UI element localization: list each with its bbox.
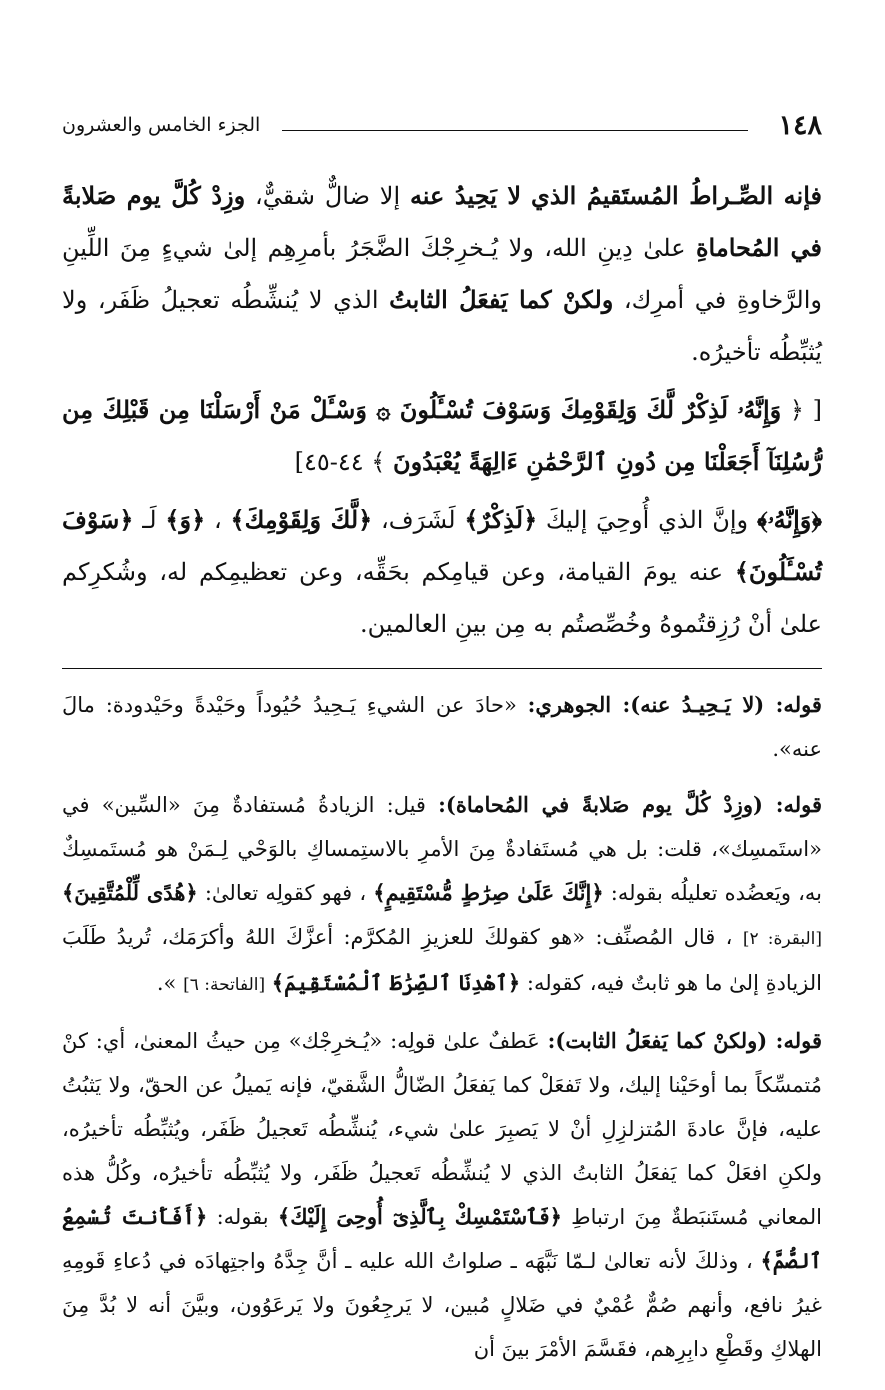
quran-quote: ﴿إِنَّكَ عَلَىٰ صِرَٰطٍ مُّسْتَقِيمٍ﴾ [373, 880, 604, 905]
quran-quote: ﴿لَذِكْرٌ﴾ [464, 505, 538, 534]
note-text: قيل: الزيادةُ مُستفادةٌ مِنَ «السِّين» في «استَمسِك»، قلت: بل هي مُستَفادةٌ مِنَ الأمرِ بالاستِمساكِ بالوَحْي لِـمَنْ هو مُستَمسِكٌ به، ويَعضُده تعليلُه بقوله: [62, 793, 822, 905]
note-label: قوله: (لا يَـحِيـدُ عنه): الجوهري: [527, 692, 822, 717]
main-bold-phrase: فإنه الصِّـراطُ المُستَقيمُ الذي [530, 181, 823, 210]
main-bold-phrase: لا يَحِيدُ عنه [409, 181, 522, 210]
commentary-notes [62, 683, 822, 1371]
main-text-run: لَشَرَف، [372, 506, 456, 534]
main-text-run: علىٰ دِينِ الله، ولا يُـخرِجْكَ الضَّجَرُ بأمرِهِم إلىٰ شيءٍ مِنَ اللِّينِ والرَّخاوةِ في أمرِك، [62, 234, 822, 314]
quran-verse-text: وَإِنَّهُۥ لَذِكْرٌ لَّكَ وَلِقَوْمِكَ وَسَوْفَ تُسْـَٔلُونَ ۞ وَسْـَٔلْ مَنْ أَرْسَلْنَا مِن قَبْلِكَ مِن رُّسُلِنَآ أَجَعَلْنَا مِن دُونِ ٱلرَّحْمَٰنِ ءَالِهَةً يُعْبَدُونَ [62, 395, 822, 476]
note-text: ، قال المُصنِّف: «هو كقولكَ للعزيزِ المُكرَّم: أعزَّكَ اللهُ وأكرَمَك، تُريدُ طَلَبَ الزيادةِ إلىٰ ما هو ثابتٌ فيه، كقوله: [62, 925, 822, 995]
header-rule [282, 130, 748, 131]
note-text: ». [156, 971, 177, 995]
main-text-run: وإنَّ الذي أُوحِيَ إليكَ [537, 506, 749, 534]
main-paragraph-1 [62, 170, 822, 378]
note-label: قوله: (وزِدْ كُلَّ يوم صَلابةً في المُحاماة): [438, 792, 822, 817]
verse-reference: [البقرة: ٢] [742, 929, 822, 949]
verse-reference: [الفاتحة: ٦] [183, 975, 266, 995]
note-text: عَطفٌ علىٰ قولِه: «يُـخرِجْك» مِن حيثُ المعنىٰ، أي: كنْ مُتمسِّكاً بما أوحَيْنا إليك، ولا تَفعَلْ كما يَفعَلُ الضّالُّ الشَّقيّ، فإنه يَميلُ عن الحقّ، ولا يَثبُتُ عليه، فإنَّ عادةَ المُتزلزِلِ أنْ لا يَصبِرَ علىٰ شيء، يُنشِّطُه تَعجيلُ ظَفَر، ويُثبِّطُه تأخيرُه، ولكنِ افعَلْ كما يَفعَلُ الثابتُ الذي لا يُنشِّطُه تَعجيلُ ظَفَر، ولا يُثبِّطُه تأخيرُه، وكُلُّ هذه المعاني مُستَنبَطةٌ مِنَ ارتباطِ [62, 1029, 822, 1229]
main-bold-phrase: ولكنْ كما يَفعَلُ الثابتُ [389, 285, 614, 314]
note-2 [62, 783, 822, 1007]
main-text [62, 170, 822, 650]
quran-quote: ﴿هُدًى لِّلْمُتَّقِينَ﴾ [62, 880, 198, 905]
main-bold-phrase: وزِدْ كُلَّ يوم صَلابةً في المُحاماةِ [62, 181, 823, 262]
note-label: قوله: (ولكنْ كما يَفعَلُ الثابت): [547, 1028, 822, 1053]
quran-quote: ﴿وَ﴾ [165, 505, 206, 534]
quran-quote: ﴿أَفَأَنتَ تُسْمِعُ ٱلصُّمَّ﴾ [62, 1204, 822, 1273]
main-text-run: إلا ضالٌّ شقيٌّ، [245, 182, 401, 210]
footnote-divider [62, 668, 822, 669]
note-text: «حادَ عن الشيءِ يَـحِيدُ حُيُوداً وحَيْدةً وحَيْدودة: مالَ عنه». [62, 693, 822, 761]
book-page [62, 100, 822, 1383]
quran-quote: ﴿فَٱسْتَمْسِكْ بِٱلَّذِىٓ أُوحِىَ إِلَيْكَ﴾ [277, 1204, 562, 1229]
note-text: بقوله: [207, 1205, 269, 1229]
note-3 [62, 1019, 822, 1371]
verse-close-reference: ﴾ ٤٤-٤٥] [294, 448, 386, 476]
main-text-run: عنه يومَ القيامة، وعن قيامِكم بحَقِّه، وعن تعظيمِكم له، وشُكرِكم علىٰ أنْ رُزِقتُموهُ وخُصِّصتُم به مِن بينِ العالمين. [62, 558, 822, 638]
quran-quote: ﴿سَوْفَ تُسْـَٔلُونَ﴾ [62, 505, 822, 586]
note-text: ، فهو كقولِه تعالىٰ: [197, 881, 367, 905]
verse-open-bracket: [ ﴿ [789, 396, 823, 424]
main-text-run: ، [205, 506, 222, 534]
main-text-run: لَـ [142, 506, 157, 534]
note-1 [62, 683, 822, 771]
main-text-run: الذي لا يُنشِّطُه تعجيلُ ظَفَر، ولا يُثبِّطُه تأخيرُه. [62, 286, 822, 366]
page-header [62, 100, 822, 150]
main-paragraph-2 [62, 494, 822, 650]
quran-quote: ﴿وَإِنَّهُۥ﴾ [756, 505, 823, 534]
quran-verse-block [62, 384, 822, 488]
quran-quote: ﴿لَّكَ وَلِقَوْمِكَ﴾ [230, 505, 373, 534]
note-text: ، وذلكَ لأنه تعالىٰ لـمّا نَبَّهَه ـ صلواتُ الله عليه ـ أنَّ جِدَّهُ واجتِهادَه في دُعاءِ قَومِهِ غيرُ نافع، وأنهم صُمٌّ عُمْيٌ في ضَلالٍ مُبين، لا يَرجِعُونَ ولا يَرعَوُون، وبيَّنَ أنه لا بُدَّ مِنَ الهلاكِ وقَطْعِ دابِرِهم، فقَسَّمَ الأمْرَ بينَ أن [62, 1249, 822, 1361]
running-title: الجزء الخامس والعشرون [62, 114, 261, 136]
quran-quote: ﴿ٱهْدِنَا ٱلصِّرَٰطَ ٱلْمُسْتَقِيمَ﴾ [271, 970, 521, 995]
page-number: ١٤٨ [778, 110, 822, 141]
